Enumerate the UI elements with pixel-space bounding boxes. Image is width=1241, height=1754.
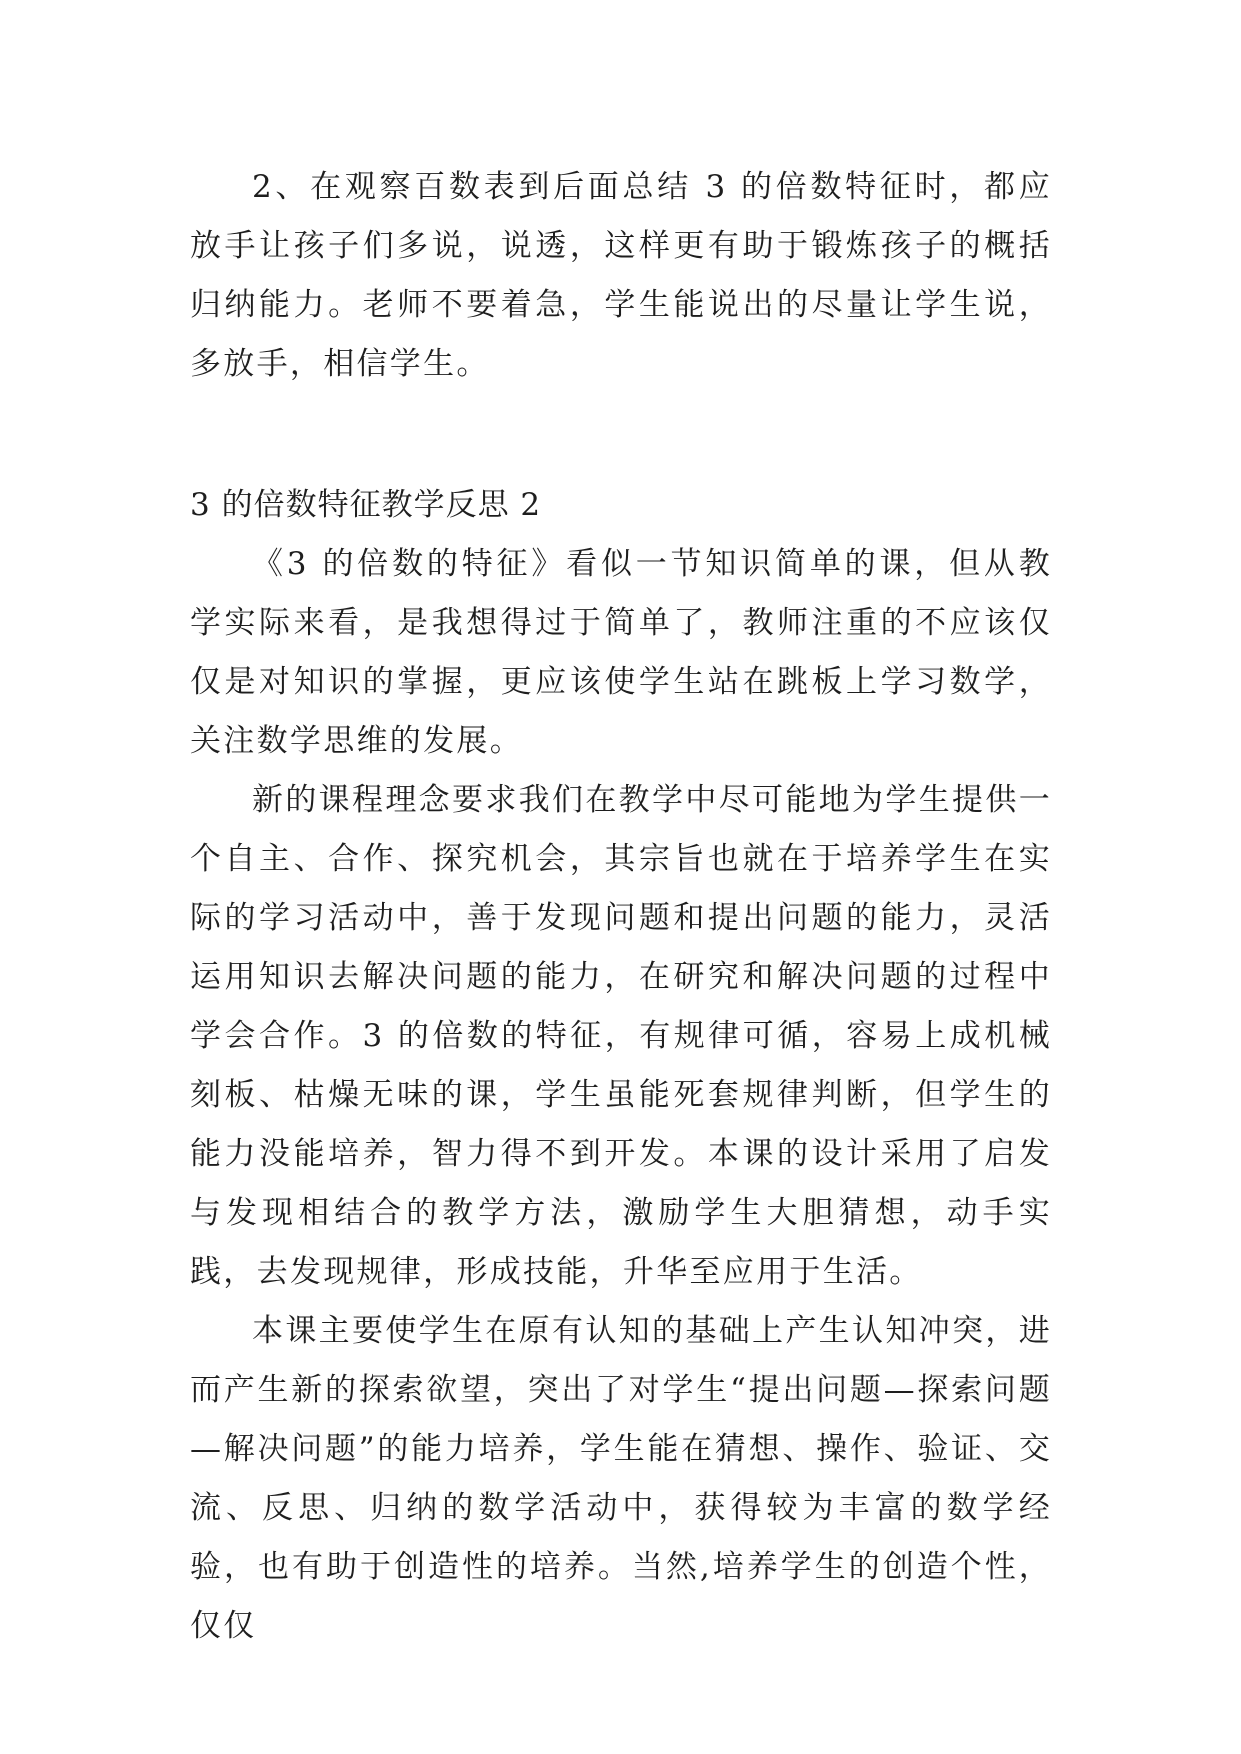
paragraph-lesson-summary: 本课主要使学生在原有认知的基础上产生认知冲突，进而产生新的探索欲望，突出了对学生“提出问题—探索问题—解决问题”的能力培养，学生能在猜想、操作、验证、交流、反思、归纳的数学活动中，获得较为丰富的数学经验，也有助于创造性的培养。当然,培养学生的创造个性，仅仅 xyxy=(190,1313,1052,1644)
paragraph-intro: 《3 的倍数的特征》看似一节知识简单的课，但从教学实际来看，是我想得过于简单了，教师注重的不应该仅仅是对知识的掌握，更应该使学生站在跳板上学习数学，关注数学思维的发展。 xyxy=(190,546,1052,759)
section-gap xyxy=(190,394,1052,476)
document-body xyxy=(190,158,1052,1656)
section-title: 3 的倍数特征教学反思 2 xyxy=(190,487,542,523)
paragraph-curriculum: 新的课程理念要求我们在教学中尽可能地为学生提供一个自主、合作、探究机会，其宗旨也就在于培养学生在实际的学习活动中，善于发现问题和提出问题的能力，灵活运用知识去解决问题的能力，在研究和解决问题的过程中学会合作。3 的倍数的特征，有规律可循，容易上成机械刻板、枯燥无味的课，学生虽能死套规律判断，但学生的能力没能培养，智力得不到开发。本课的设计采用了启发与发现相结合的教学方法，激励学生大胆猜想，动手实践，去发现规律，形成技能，升华至应用于生活。 xyxy=(190,782,1052,1290)
paragraph-point-2: 2、在观察百数表到后面总结 3 的倍数特征时，都应放手让孩子们多说，说透，这样更有助于锻炼孩子的概括归纳能力。老师不要着急，学生能说出的尽量让学生说，多放手，相信学生。 xyxy=(190,169,1052,382)
